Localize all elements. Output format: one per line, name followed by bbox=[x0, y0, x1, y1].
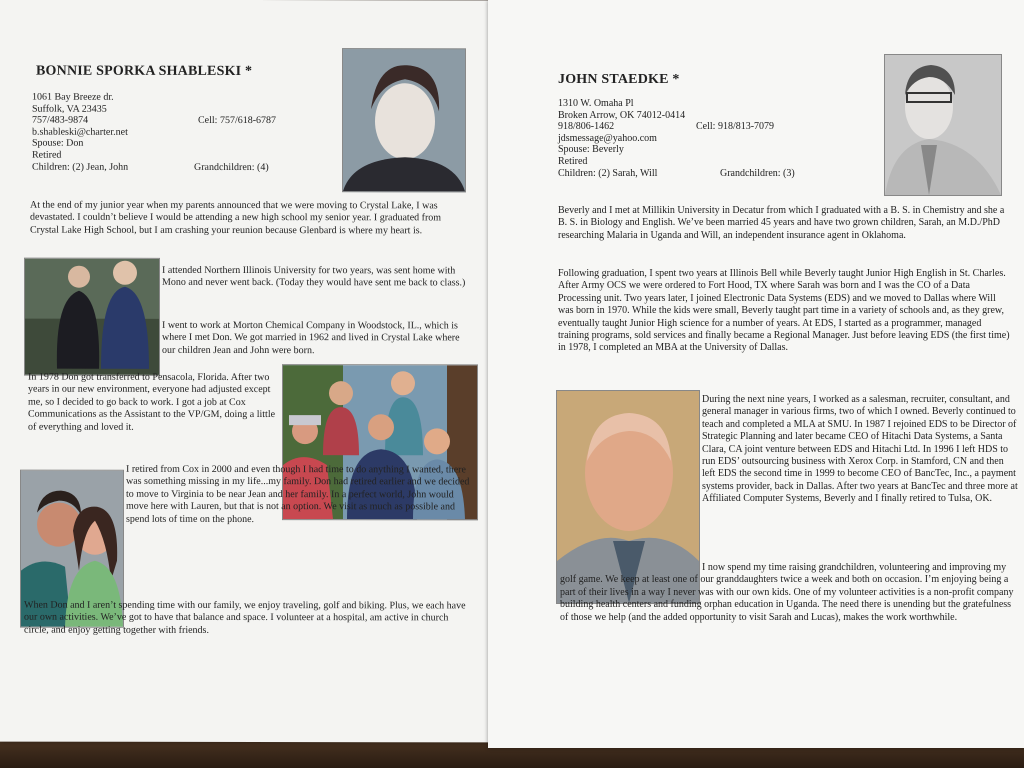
contact-block bbox=[32, 92, 332, 174]
phone: 757/483-9874 bbox=[32, 114, 89, 126]
profile-name: JOHN STAEDKE * bbox=[558, 72, 680, 87]
spouse: Spouse: Don bbox=[32, 138, 84, 150]
paragraph-3: I went to work at Morton Chemical Company in Woodstock, IL., which is where I met Don. We got married in 1962 and lived in Crystal Lake where our children Jean and John were born. bbox=[162, 319, 460, 356]
status: Retired bbox=[32, 149, 62, 161]
paragraph-1: Beverly and I met at Millikin University in Decatur from which I graduated with a B. S. in Chemistry and she a B. S. in Biology and English. We’ve been married 45 years and have two grown children, Sarah, an M.D./PhD researching Malaria in Uganda and Will, an independent insurance agent in Oklahoma. bbox=[558, 205, 1005, 241]
address-line-1: 1310 W. Omaha Pl bbox=[558, 98, 634, 109]
yearbook-portrait-photo bbox=[884, 54, 1002, 196]
paragraph-3: During the next nine years, I worked as a salesman, recruiter, consultant, and general manager in various firms, two of which I owned. Beverly continued to teach and completed a MLA at SMU. In 1987 I rejoined EDS to be Director of Strategic Planning and later became CEO of Hitachi Data Systems, a Santa Clara, CA joint venture between EDS and Hitachi Ltd. In 1996 I left HDS to run EDS’ outsourcing business with Xerox Corp. in Stamford, CN and then left EDS the second time in 1999 to become CEO of BancTec, Inc., a payment systems provider, back in Dallas. After two years at BancTec and three more at Affiliated Computer Systems, Beverly and I finally retired to Tulsa, OK. bbox=[702, 394, 1018, 505]
grandchildren: Grandchildren: (4) bbox=[194, 161, 269, 173]
email: jdsmessage@yahoo.com bbox=[558, 132, 657, 144]
right-profile-page bbox=[488, 0, 1024, 748]
address-line-2: Suffolk, VA 23435 bbox=[32, 103, 107, 115]
paragraph-1: At the end of my junior year when my parents announced that we were moving to Crystal Lake, I was devastated. I couldn’t believe I would be attending a new high school my senior year. I graduated from Crystal Lake High School, but I am crashing your reunion because Glenbard is where my heart is. bbox=[30, 199, 442, 237]
paragraph-4: I now spend my time raising grandchildren, volunteering and improving my golf game. We keep at least one of our granddaughters twice a week and both on occasion. I’m enjoying being a part of their lives in a way I never was with our own kids. One of my volunteer activities is a non-profit company building health centers and funding orphan education in Uganda. The need there is unending but the gratefulness of those we help (and the added opportunity to visit Sarah and Lucas), makes the work worthwhile. bbox=[560, 562, 1014, 623]
children: Children: (2) Jean, John bbox=[32, 161, 129, 173]
paragraph-4: In 1978 Don got transferred to Pensacola, Florida. After two years in our new environment, everyone had adjusted except me, so I decided to go back to work. I got a job at Cox Communications as the Assistant to the VP/GM, doing a little of everything and loved it. bbox=[28, 371, 276, 433]
paragraph-2: Following graduation, I spent two years at Illinois Bell while Beverly taught Junior High English in St. Charles. After Army OCS we were ordered to Fort Hood, TX where Sarah was born and I was the CO of a Data Processing unit. Two years later, I joined Electronic Data Systems (EDS) and we moved to Dallas where Will was born in 1970. While the kids were small, Beverly taught part time in a variety of schools and, as they grew, eventually taught Junior High science for a number of years. At EDS, I started as a programmer, managed training programs, sold services and finally became a Regional Manager. Just before leaving EDS (the first time) in 1978, I completed an MBA at the University of Dallas. bbox=[558, 268, 1010, 354]
phone: 918/806-1462 bbox=[558, 121, 615, 133]
children: Children: (2) Sarah, Will bbox=[558, 167, 658, 179]
grandchildren: Grandchildren: (3) bbox=[720, 167, 795, 179]
contact-block bbox=[558, 98, 858, 179]
profile-name: BONNIE SPORKA SHABLESKI * bbox=[36, 63, 253, 80]
couple-photo bbox=[24, 258, 160, 376]
yearbook-portrait-photo bbox=[342, 48, 466, 192]
paragraph-2: I attended Northern Illinois University for two years, was sent home with Mono and never went back. (Today they would have sent me back to class.) bbox=[162, 264, 466, 289]
status: Retired bbox=[558, 155, 588, 167]
spouse: Spouse: Beverly bbox=[558, 144, 624, 156]
address-line-1: 1061 Bay Breeze dr. bbox=[32, 91, 114, 103]
address-line-2: Broken Arrow, OK 74012-0414 bbox=[558, 109, 686, 121]
cell-phone: Cell: 757/618-6787 bbox=[198, 115, 277, 127]
left-profile-page bbox=[0, 0, 488, 742]
paragraph-5: I retired from Cox in 2000 and even though I had time to do anything I wanted, there was something missing in my life...my family. Don had retired earlier and we decided to move to Virginia to be near Jean and her family. In a perfect world, John would move here with Lauren, but that is not an option. We visit as much as possible and spend lots of time on the phone. bbox=[126, 463, 470, 525]
email: b.shableski@charter.net bbox=[32, 126, 128, 138]
cell-phone: Cell: 918/813-7079 bbox=[696, 121, 775, 133]
paragraph-6: When Don and I aren’t spending time with our family, we enjoy traveling, golf and biking. Plus, we each have our own activities. We’ve got to have that balance and space. I volunteer at a hospital, am active in church circle, and enjoy getting together with friends. bbox=[24, 599, 466, 636]
